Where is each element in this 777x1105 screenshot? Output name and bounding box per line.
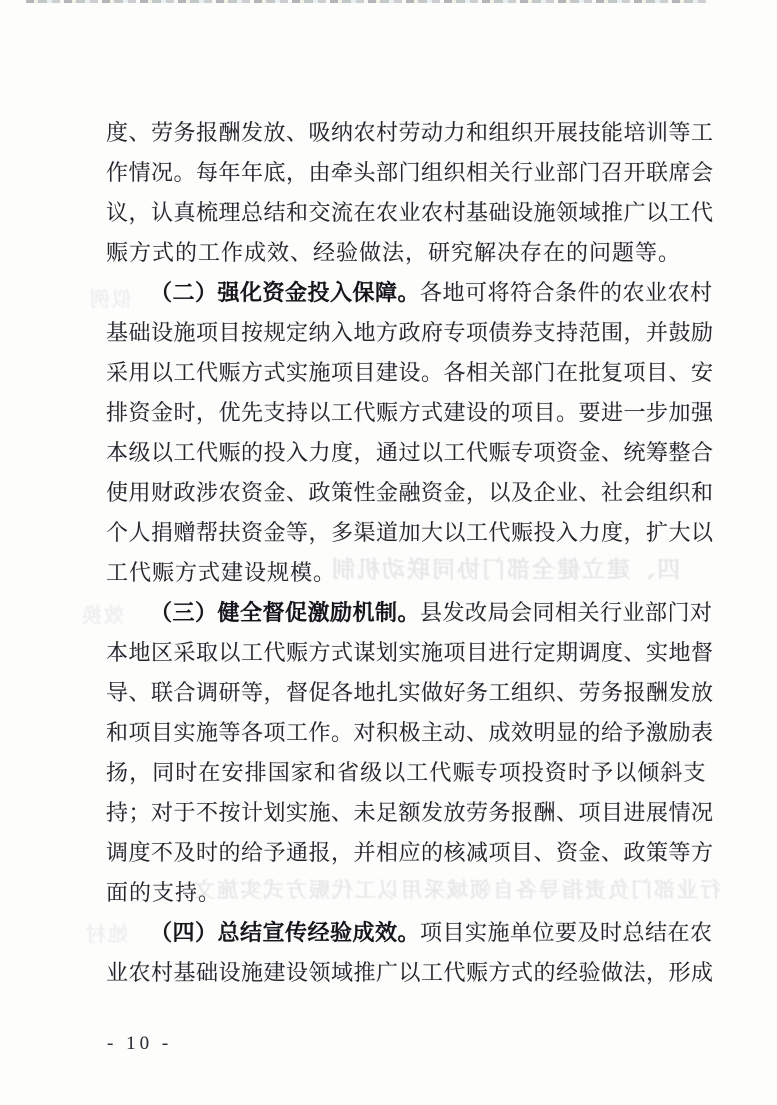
text-line: 基础设施项目按规定纳入地方政府专项债券支持范围，并鼓励 [106,320,714,345]
text-line: 扬，同时在安排国家和省级以工代赈专项投资时予以倾斜支 [106,760,706,785]
text-line: 持；对于不按计划实施、未足额发放劳务报酬、项目进展情况 [106,800,714,825]
text-line: 赈方式的工作成效、经验做法，研究解决存在的问题等。 [106,240,682,265]
paragraph-heading: （三）健全督促激励机制。 [150,600,421,625]
bleedthrough-text: 效换 [80,605,124,627]
text-line: 采用以工代赈方式实施项目建设。各相关部门在批复项目、安 [106,360,714,385]
text-line: 个人捐赠帮扶资金等，多渠道加大以工代赈投入力度，扩大以 [106,520,714,545]
page-number: - 10 - [107,1033,173,1054]
paragraph-text: 各地可将符合条件的农业农村 [420,280,713,305]
text-line [150,278,713,310]
text-line [150,598,713,630]
text-line: 导、联合调研等，督促各地扎实做好务工组织、劳务报酬发放 [106,680,714,705]
scan-artifact-top-edge [26,0,706,3]
bleedthrough-text: 四、建立健全部门协同联动机制 [330,556,680,582]
paragraph-text: 项目实施单位要及时总结在农 [420,920,713,945]
bleedthrough-text: 她村 [84,924,128,946]
text-line: 和项目实施等各项工作。对积极主动、成效明显的给予激励表 [106,720,714,745]
text-line: 排资金时，优先支持以工代赈方式建设的项目。要进一步加强 [106,400,714,425]
text-line: 议，认真梳理总结和交流在农业农村基础设施领域推广以工代 [106,200,714,225]
text-line: 调度不及时的给予通报，并相应的核减项目、资金、政策等方 [106,840,714,865]
bleedthrough-text: 行业部门负责指导各自领域采用以工代赈方式实施文 [192,879,721,902]
text-line: 本级以工代赈的投入力度，通过以工代赈专项资金、统筹整合 [106,440,714,465]
paragraph-text: 县发改局会同相关行业部门对 [420,600,713,625]
text-line: 工代赈方式建设规模。 [106,560,337,585]
text-line: 作情况。每年年底，由牵头部门组织相关行业部门召开联席会 [106,160,714,185]
paragraph-heading: （二）强化资金投入保障。 [150,280,421,305]
paragraph-heading: （四）总结宣传经验成效。 [150,920,421,945]
text-line: 使用财政涉农资金、政策性金融资金，以及企业、社会组织和 [106,480,714,505]
text-line: 面的支持。 [106,880,222,905]
text-line: 业农村基础设施建设领域推广以工代赈方式的经验做法，形成 [106,960,714,985]
text-line: 本地区采取以工代赈方式谋划实施项目进行定期调度、实地督 [106,640,714,665]
text-line: 度、劳务报酬发放、吸纳农村劳动力和组织开展技能培训等工 [106,120,714,145]
text-line [150,918,713,950]
bleedthrough-text: 似例 [88,289,132,311]
